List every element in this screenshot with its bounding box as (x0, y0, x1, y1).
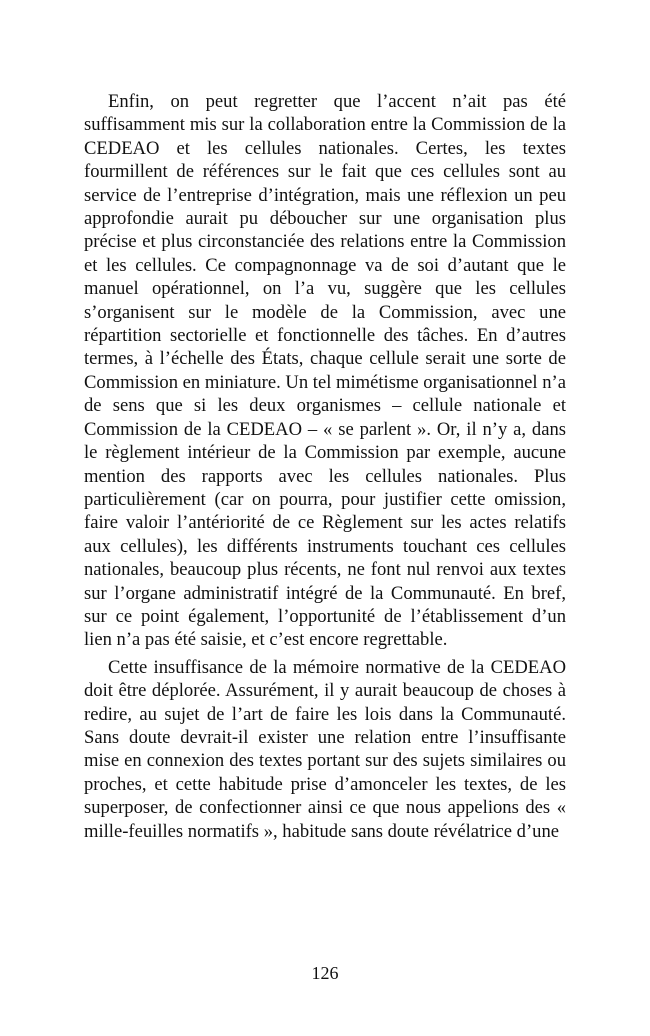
page-body (84, 90, 566, 843)
page-number: 126 (311, 963, 339, 983)
paragraph-2: Cette insuffisance de la mémoire normative de la CEDEAO doit être déplorée. Assurément, il y aurait beaucoup de choses à redire, au sujet de l’art de faire les lois dans la Communauté. Sans doute devrait-il exister une relation entre l’insuffisante mise en connexion des textes portant sur des sujets similaires ou proches, et cette habitude prise d’amonceler les textes, de les superposer, de confectionner ainsi ce que nous appelions des « mille-feuilles normatifs », habitude sans doute révélatrice d’une (84, 656, 566, 842)
paragraph-1: Enfin, on peut regretter que l’accent n’ait pas été suffisamment mis sur la collaboration entre la Commission de la CEDEAO et les cellules nationales. Certes, les textes fourmillent de références sur le fait que ces cellules sont au service de l’entreprise d’intégration, mais une réflexion un peu approfondie aurait pu déboucher sur une organisation plus précise et plus circonstanciée des relations entre la Commission et les cellules. Ce compagnonnage va de soi d’autant que le manuel opérationnel, on l’a vu, suggère que les cellules s’organisent sur le modèle de la Commission, avec une répartition sectorielle et fonctionnelle des tâches. En d’autres termes, à l’échelle des États, chaque cellule serait une sorte de Commission en miniature. Un tel mimétisme organisationnel n’a de sens que si les deux organismes – cellule nationale et Commission de la CEDEAO – « se parlent ». Or, il n’y a, dans le règlement intérieur de la Commission par exemple, aucune mention des rapports avec les cellules nationales. Plus particulièrement (car on pourra, pour justifier cette omission, faire valoir l’antériorité de ce Règlement sur les actes relatifs aux cellules), les différents instruments touchant ces cellules nationales, beaucoup plus récents, ne font nul renvoi aux textes sur l’organe administratif intégré de la Communauté. En bref, sur ce point également, l’opportunité de l’établissement d’un lien n’a pas été saisie, et c’est encore regrettable. (84, 91, 566, 651)
